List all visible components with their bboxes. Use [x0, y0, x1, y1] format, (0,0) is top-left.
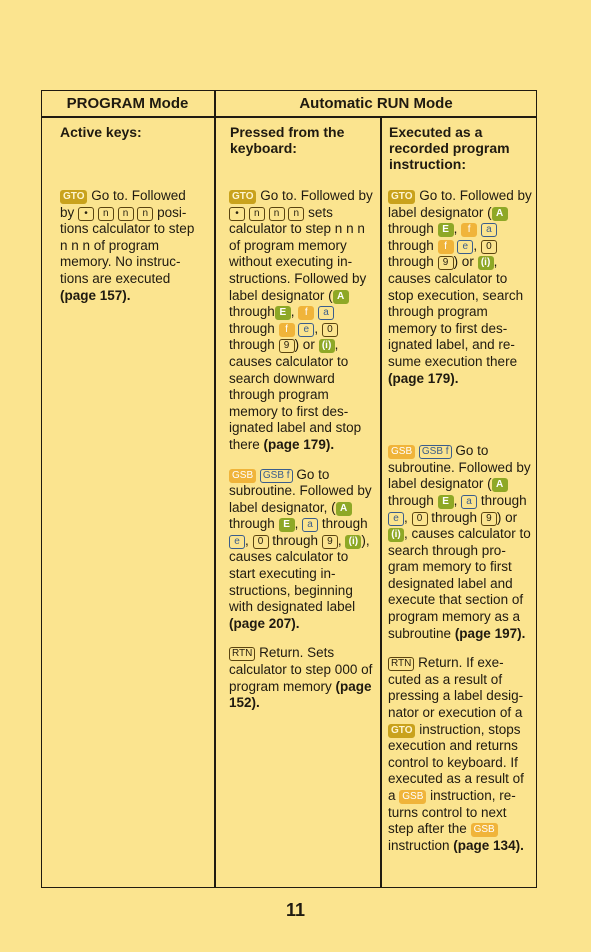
e-label-key: E [438, 495, 454, 509]
page-ref: (page 134). [453, 837, 524, 853]
executed-column [388, 188, 532, 867]
rtn-key: RTN [229, 647, 255, 661]
page-ref: (page 179). [388, 370, 459, 386]
page-ref: (page 152). [229, 678, 372, 711]
page-number: 11 [285, 900, 306, 920]
n-key: n [118, 207, 134, 221]
dot-key: • [229, 207, 245, 221]
header-rule [41, 116, 537, 118]
f-key: f [298, 306, 314, 320]
gsb-key: GSB [229, 469, 256, 483]
i-key: (i) [388, 528, 404, 542]
i-key: (i) [345, 535, 361, 549]
dot-key: • [78, 207, 94, 221]
gto-key: GTO [388, 190, 415, 204]
zero-key: 0 [412, 512, 428, 526]
n-key: n [269, 207, 285, 221]
gsb-key: GSB [471, 823, 498, 837]
active-keys-heading: Active keys: [60, 124, 142, 140]
page-ref: (page 207). [229, 615, 300, 631]
zero-key: 0 [253, 535, 269, 549]
gto-key: GTO [60, 190, 87, 204]
gto-key: GTO [388, 724, 415, 738]
nine-key: 9 [279, 339, 295, 353]
program-mode-header: PROGRAM Mode [66, 95, 189, 112]
nine-key: 9 [438, 256, 454, 270]
n-key: n [288, 207, 304, 221]
page-ref: (page 157). [60, 287, 131, 303]
gsb-key: GSB [388, 445, 415, 459]
e-lower-key: e [388, 512, 404, 526]
gto-key: GTO [229, 190, 256, 204]
nine-key: 9 [481, 512, 497, 526]
pressed-heading: Pressed from the keyboard: [230, 124, 345, 156]
e-lower-key: e [229, 535, 245, 549]
n-key: n [137, 207, 153, 221]
gsb-f-key: GSB f [419, 445, 452, 459]
zero-key: 0 [481, 240, 497, 254]
page-ref: (page 197). [454, 625, 526, 641]
a-label-key: A [336, 502, 352, 516]
gto-entry: GTO Go to. Followed by • n n n sets calculator to step n n n of program memory without executing in-structions. Followed by label designator ( A through E , f a through f e , 0 through 9 ) or (i) , causes calculator to search downward through program memory to first des-ignated label and stop there (page 179). [229, 188, 373, 452]
zero-key: 0 [322, 323, 338, 337]
a-label-key: A [492, 478, 508, 492]
a-lower-key: a [481, 223, 497, 237]
gsb-key: GSB [399, 790, 426, 804]
e-lower-key: e [298, 323, 314, 337]
gsb-entry: GSB GSB f Go to subroutine. Followed by label designator, ( A through E , a through e , 0 through 9 , (i) ), causes calculator to start executing in-structions, beginning with designated label (page 207). [229, 466, 372, 631]
pressed-column [229, 188, 373, 725]
column-divider-1 [214, 90, 216, 888]
run-mode-header: Automatic RUN Mode [299, 95, 453, 112]
i-key: (i) [478, 256, 494, 270]
program-mode-column [60, 188, 202, 317]
page-ref: (page 179). [263, 436, 335, 452]
e-label-key: E [438, 223, 454, 237]
a-label-key: A [492, 207, 508, 221]
nine-key: 9 [322, 535, 338, 549]
gsb-f-key: GSB f [260, 469, 293, 483]
rtn-entry: RTN Return. Sets calculator to step 000 of program memory (page 152). [229, 645, 373, 711]
a-lower-key: a [302, 518, 318, 532]
f-key: f [279, 323, 295, 337]
e-label-key: E [275, 306, 291, 320]
rtn-key: RTN [388, 657, 414, 671]
n-key: n [249, 207, 265, 221]
f-key: f [461, 223, 477, 237]
column-divider-2 [380, 116, 382, 888]
rtn-entry: RTN Return. If exe-cuted as a result of pressing a label desig-nator or execution of a GTO instruction, stops execution and returns control to keyboard. If executed as a result of a GSB instruction, re-turns control to next step after the GSB instruction (page 134). [388, 655, 524, 853]
e-lower-key: e [457, 240, 473, 254]
f-key: f [438, 240, 454, 254]
e-label-key: E [279, 518, 295, 532]
a-lower-key: a [318, 306, 334, 320]
i-key: (i) [319, 339, 335, 353]
gsb-entry: GSB GSB f Go to subroutine. Followed by label designator ( A through E , a through e , 0 through 9 ) or (i) , causes calculator to search through pro-gram memory to first designated label and execute that section of program memory as a subroutine (page 197). [388, 443, 531, 641]
executed-heading: Executed as a recorded program instruction: [389, 124, 510, 172]
a-label-key: A [333, 290, 349, 304]
gto-entry: GTO Go to. Followed by • n n n posi-tions calculator to step n n n of program memory. No instruc-tions are executed (page 157). [60, 188, 195, 303]
a-lower-key: a [461, 495, 477, 509]
n-key: n [98, 207, 114, 221]
gto-entry: GTO Go to. Followed by label designator ( A through E , f a through f e , 0 through 9 ) or (i) , causes calculator to stop execution, search through program memory to first des-ignated label, and re-sume execution there (page 179). [388, 188, 532, 386]
